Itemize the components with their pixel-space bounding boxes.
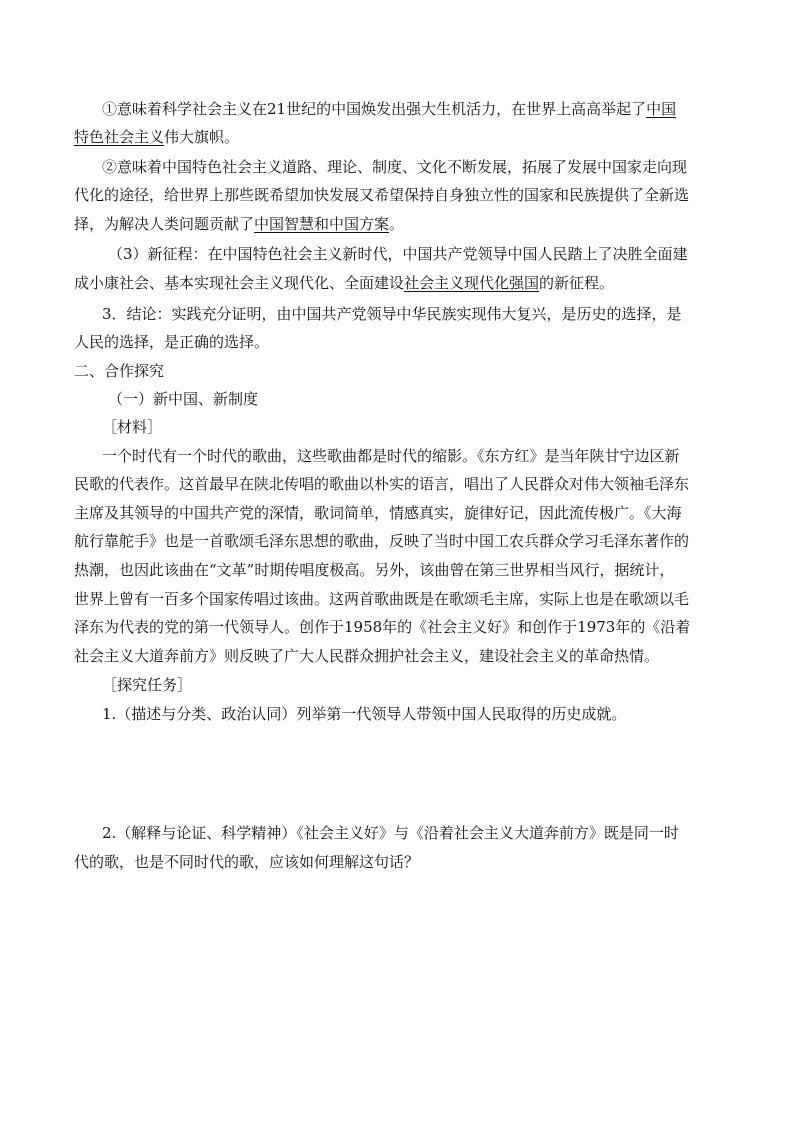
text-line — [102, 445, 680, 467]
text-segment: ［探究任务］ — [102, 676, 193, 694]
text-line — [74, 331, 269, 353]
text-line — [102, 98, 676, 120]
text-segment: （3）新征程：在中国特色社会主义新时代，中国共产党领导中国人民踏上了决胜全面建 — [108, 245, 688, 263]
text-segment: 成小康社会、基本实现社会主义现代化、全面建设 — [74, 274, 405, 292]
text-segment: 二、合作探究 — [74, 362, 165, 380]
text-segment: 社会主义大道奔前方》则反映了广大人民群众拥护社会主义，建设社会主义的革命热情。 — [74, 647, 660, 665]
text-line — [108, 243, 688, 265]
text-line — [102, 703, 626, 725]
text-segment: 伟大旗帜。 — [164, 128, 240, 146]
text-segment: 一个时代有一个时代的歌曲，这些歌曲都是时代的缩影。《东方红》是当年陕甘宁边区新 — [102, 447, 680, 465]
text-segment: 主席及其领导的中国共产党的深情，歌词简单，情感真实，旋律好记，因此流传极广。《大海 — [74, 504, 682, 522]
text-segment: 人民的选择，是正确的选择。 — [74, 333, 270, 351]
text-segment: ①意味着科学社会主义在21世纪的中国焕发出强大生机活力，在世界上高高举起了 — [102, 100, 647, 118]
text-line — [74, 559, 674, 581]
text-segment: （一）新中国、新制度 — [108, 390, 259, 408]
text-line — [74, 213, 404, 235]
text-line — [74, 360, 164, 382]
underlined-text: 中国智慧和中国方案 — [254, 215, 390, 233]
text-line — [74, 502, 682, 524]
text-segment: 。 — [389, 215, 405, 233]
text-segment: 世界上曾有一百多个国家传唱过该曲。这两首歌曲既是在歌颂毛主席，实际上也是在歌颂以毛 — [74, 590, 690, 608]
text-line — [102, 303, 682, 325]
text-line — [74, 588, 689, 610]
underlined-text: 中国 — [646, 100, 677, 118]
text-line — [102, 674, 192, 696]
text-segment: 2.（解释与论证、科学精神）《社会主义好》与《沿着社会主义大道奔前方》既是同一时 — [102, 824, 679, 842]
text-line — [102, 156, 687, 178]
text-line — [74, 126, 239, 148]
text-segment: 民歌的代表作。这首最早在陕北传唱的歌曲以朴实的语言，唱出了人民群众对伟大领袖毛泽东 — [74, 475, 690, 493]
text-segment: 的新征程。 — [539, 274, 615, 292]
text-line — [74, 530, 689, 552]
text-line — [102, 822, 679, 844]
text-line — [74, 645, 659, 667]
underlined-text: 社会主义现代化强国 — [404, 274, 540, 292]
underlined-text: 特色社会主义 — [74, 128, 165, 146]
text-segment: 热潮，也因此该曲在“文革”时期传唱度极高。另外，该曲曾在第三世界相当风行，据统计， — [74, 561, 675, 579]
text-segment: 代化的途径，给世界上那些既希望加快发展又希望保持自身独立性的国家和民族提供了全新选 — [74, 186, 690, 204]
text-line — [74, 473, 689, 495]
text-segment: 择，为解决人类问题贡献了 — [74, 215, 255, 233]
text-segment: 3．结论：实践充分证明，由中国共产党领导中华民族实现伟大复兴，是历史的选择，是 — [102, 305, 682, 323]
text-segment: 代的歌，也是不同时代的歌，应该如何理解这句话？ — [74, 853, 420, 871]
text-segment: ②意味着中国特色社会主义道路、理论、制度、文化不断发展，拓展了发展中国家走向现 — [102, 158, 688, 176]
text-line — [74, 272, 614, 294]
text-segment: 1.（描述与分类、政治认同）列举第一代领导人带领中国人民取得的历史成就。 — [102, 705, 627, 723]
text-line — [74, 851, 419, 873]
text-segment: ［材料］ — [102, 418, 163, 436]
text-line — [102, 416, 162, 438]
text-line — [74, 616, 690, 638]
text-line — [74, 184, 689, 206]
text-segment: 泽东为代表的党的第一代领导人。创作于1958年的《社会主义好》和创作于1973年的《沿着 — [74, 618, 691, 636]
text-segment: 航行靠舵手》也是一首歌颂毛泽东思想的歌曲，反映了当时中国工农兵群众学习毛泽东著作的 — [74, 532, 690, 550]
text-line — [108, 388, 258, 410]
